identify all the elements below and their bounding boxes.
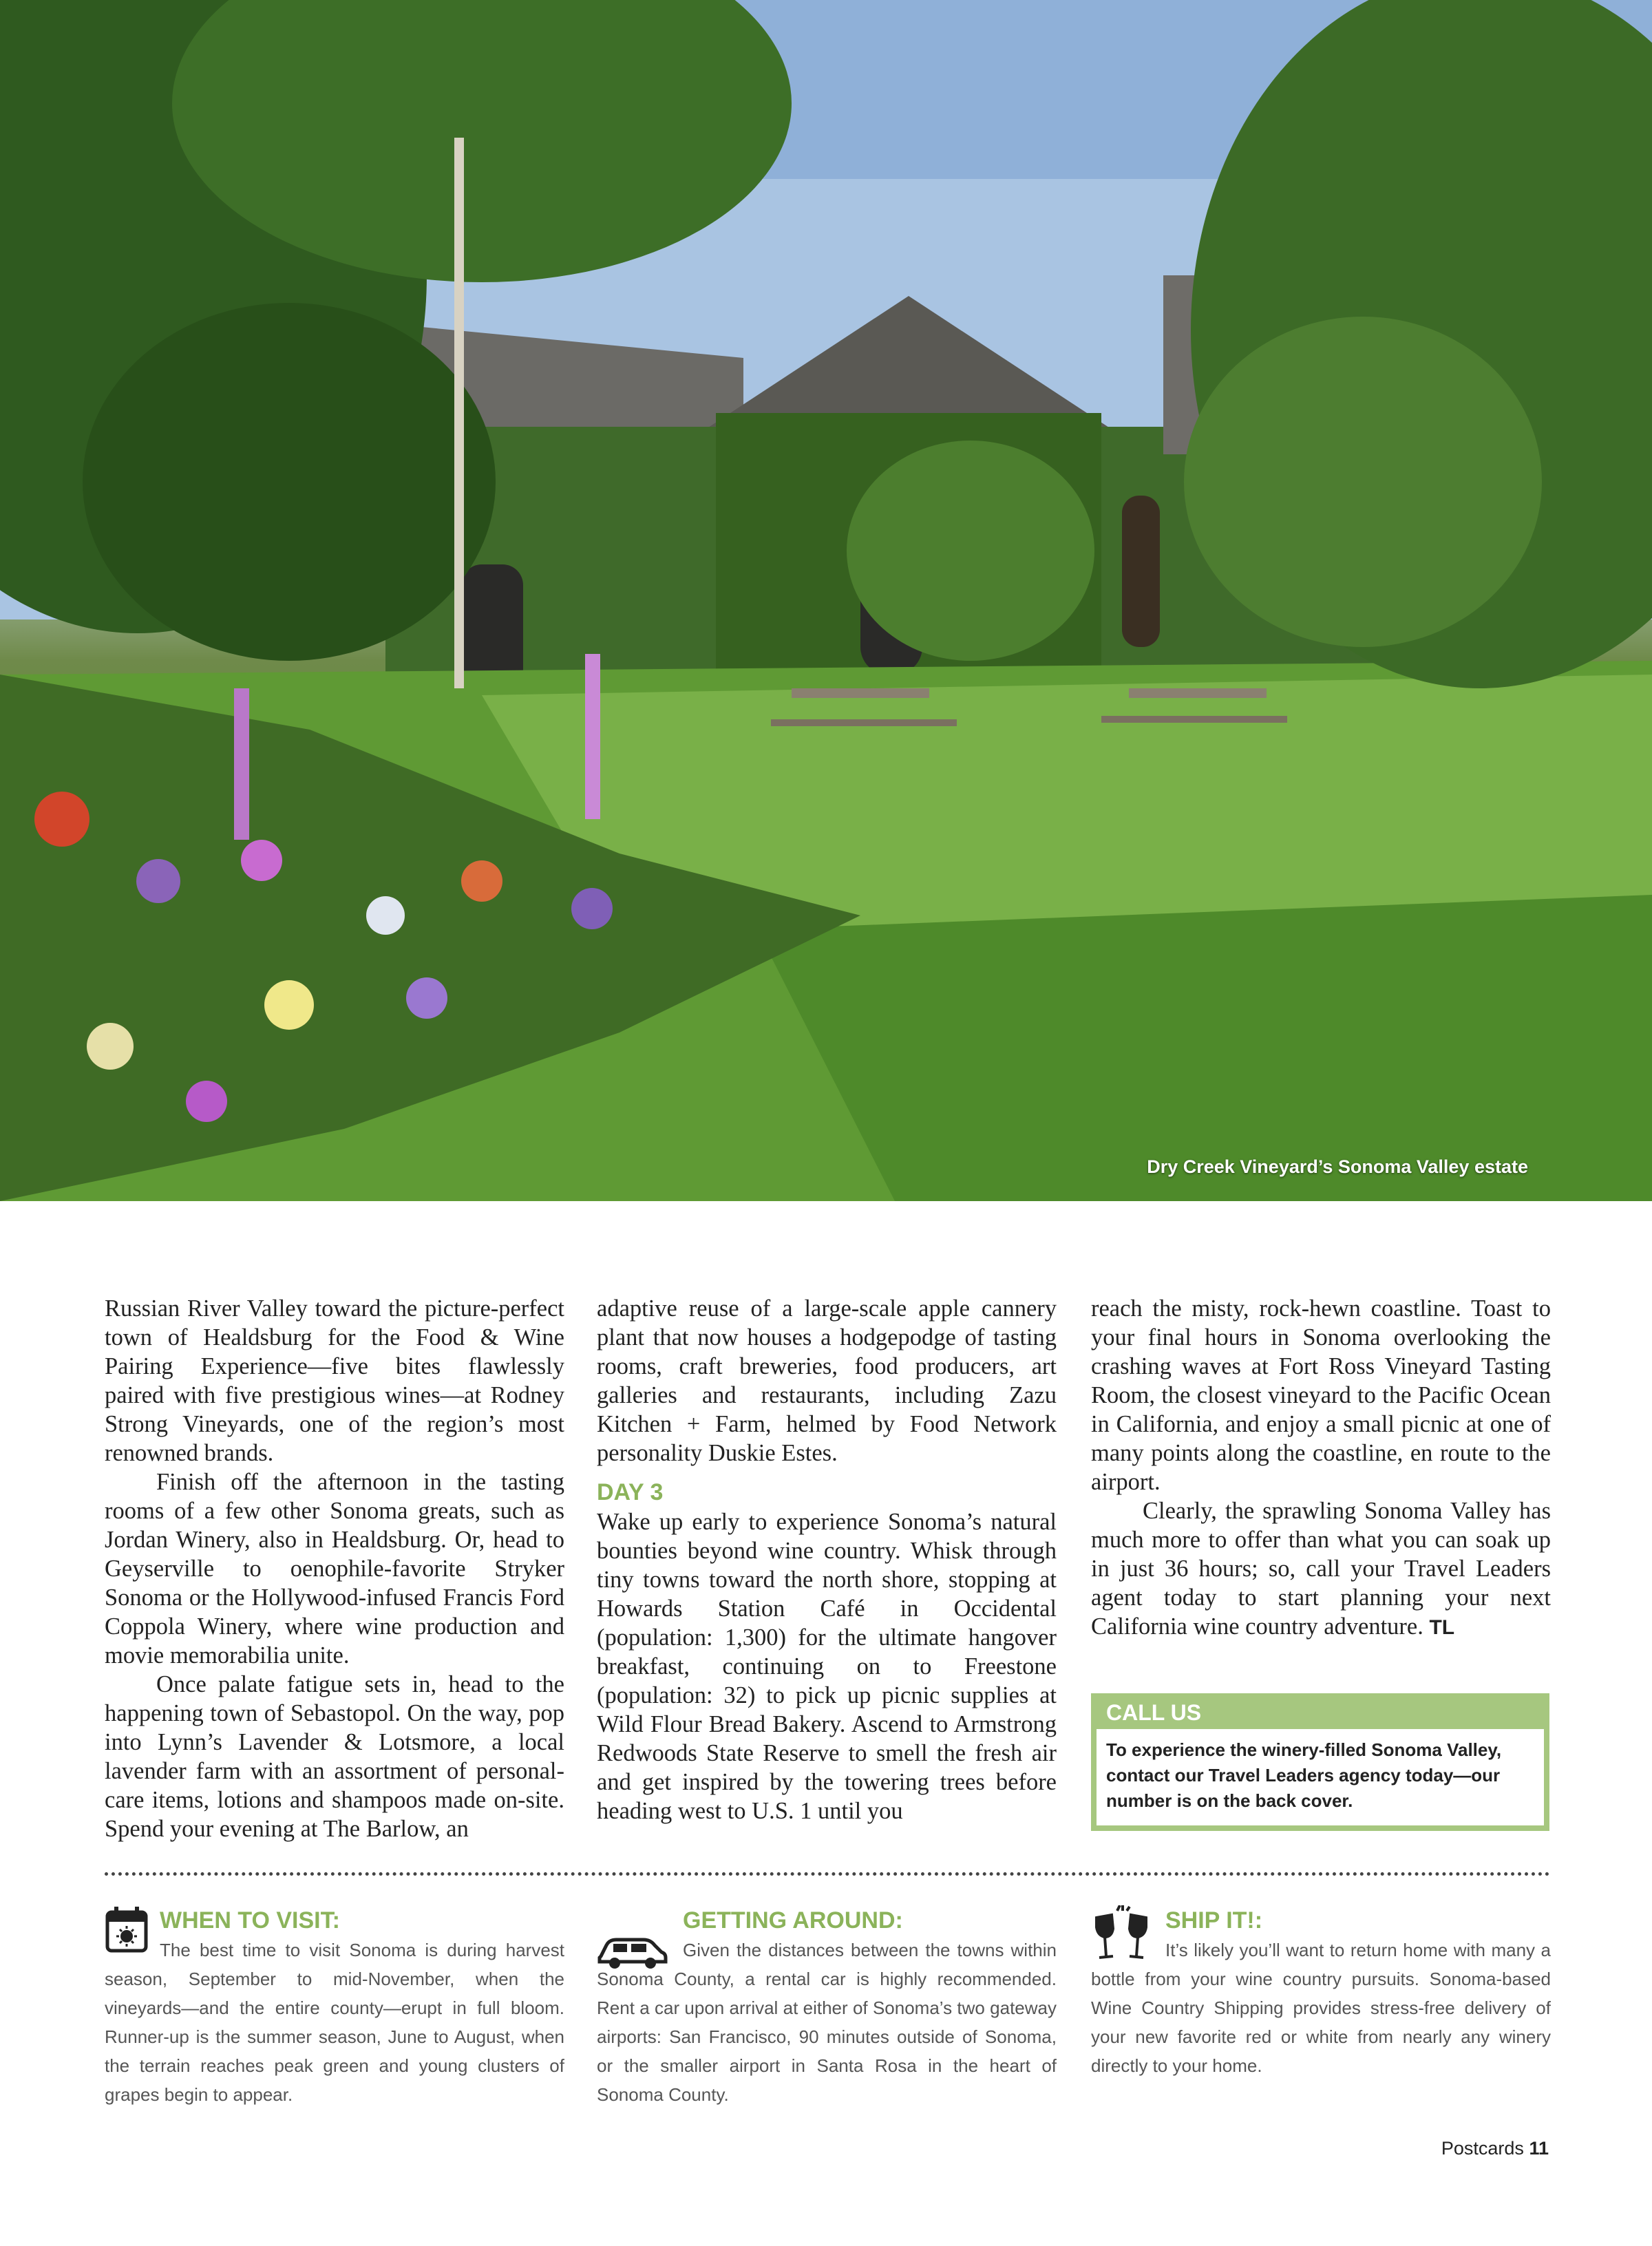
dotted-divider	[105, 1872, 1550, 1876]
wine-glasses-icon	[1091, 1905, 1153, 1963]
closing-text: Clearly, the sprawling Sonoma Valley has much more to offer than what you can soak up in just 36 hours; so, call your Travel Leaders agent today to start planning your next California wine country adventure.	[1091, 1498, 1551, 1640]
tip-body: The best time to visit Sonoma is during harvest season, September to mid-November, when the vineyards—and the entire county—erupt in full bloom. Runner-up is the summer season, June to August, when the terrain reaches peak green and young clusters of grapes begin to appear.	[105, 1940, 564, 2105]
paragraph: adaptive reuse of a large-scale apple cannery plant that now houses a hodgepodge of tasting rooms, craft breweries, food producers, art galleries and restaurants, including Zazu Kitchen + Farm, helmed by Food Network personality Duskie Estes.	[597, 1295, 1057, 1466]
call-us-body: To experience the winery-filled Sonoma Valley, contact our Travel Leaders agency today—our number is on the back cover.	[1106, 1739, 1502, 1811]
article-column-2	[597, 1294, 1057, 1825]
paragraph: reach the misty, rock-hewn coastline. Toast to your final hours in Sonoma overlooking the crashing waves at Fort Ross Vineyard Tasting Room, the closest vineyard to the Pacific Ocean in California, and enjoy a small picnic at one of many points along the coastline, en route to the airport.	[1091, 1295, 1551, 1495]
photo-caption: Dry Creek Vineyard’s Sonoma Valley estate	[1147, 1156, 1528, 1177]
paragraph: Wake up early to experience Sonoma’s natural bounties beyond wine country. Whisk through tiny towns toward the north shore, stopping at Howards Station Café in Occidental (population: 1,300) for the ultimate hangover breakfast, continuing on to Freestone (population: 32) to pick up picnic supplies at Wild Flour Bread Bakery. Ascend to Armstrong Redwoods State Reserve to smell the fresh air and get inspired by the towering trees before heading west to U.S. 1 until you	[597, 1509, 1057, 1824]
tip-title: SHIP IT!:	[1165, 1907, 1263, 1934]
end-mark: TL	[1429, 1616, 1455, 1639]
call-us-box	[1091, 1693, 1549, 1831]
tip-title: WHEN TO VISIT:	[160, 1907, 340, 1934]
tip-body: Given the distances between the towns within Sonoma County, a rental car is highly recommended. Rent a car upon arrival at either of Sonoma’s two gateway airports: San Francisco, 90 minutes outside of Sonoma, or the smaller airport in Santa Rosa in the heart of Sonoma County.	[597, 1940, 1057, 2105]
tip-when-to-visit	[105, 1905, 564, 2109]
paragraph: Russian River Valley toward the picture-perfect town of Healdsburg for the Food & Wine Pairing Experience—five bites flawlessly paired with five prestigious wines—at Rodney Strong Vineyards, one of the region’s most renowned brands.	[105, 1295, 564, 1466]
tip-body: It’s likely you’ll want to return home with many a bottle from your wine country pursuits. Sonoma-based Wine Country Shipping provides stress-free delivery of your new favorite red or white from nearly any winery directly to your home.	[1091, 1940, 1551, 2076]
paragraph	[1091, 1496, 1551, 1642]
paragraph: Once palate fatigue sets in, head to the happening town of Sebastopol. On the way, pop into Lynn’s Lavender & Lotsmore, a local lavender farm with an assortment of personal-care items, lotions and shampoos made on-site. Spend your evening at The Barlow, an	[105, 1671, 564, 1842]
day-heading: DAY 3	[597, 1479, 664, 1505]
tip-ship-it	[1091, 1905, 1551, 2080]
tip-title: GETTING AROUND:	[683, 1907, 903, 1934]
call-us-title: CALL US	[1097, 1699, 1544, 1729]
article-column-1	[105, 1294, 564, 1843]
page-number: 11	[1529, 2138, 1549, 2159]
car-icon	[597, 1931, 668, 1970]
paragraph: Finish off the afternoon in the tasting rooms of a few other Sonoma greats, such as Jordan Winery, also in Healdsburg. Or, head to Geyserville to oenophile-favorite Stryker Sonoma or the Hollywood-infused Francis Ford Coppola Winery, where wine production and movie memorabilia unite.	[105, 1469, 564, 1668]
tip-getting-around	[597, 1905, 1057, 2109]
article-column-3	[1091, 1294, 1551, 1642]
calendar-icon	[105, 1905, 149, 1953]
section-name: Postcards	[1441, 2138, 1524, 2159]
page-folio	[1441, 2138, 1549, 2159]
